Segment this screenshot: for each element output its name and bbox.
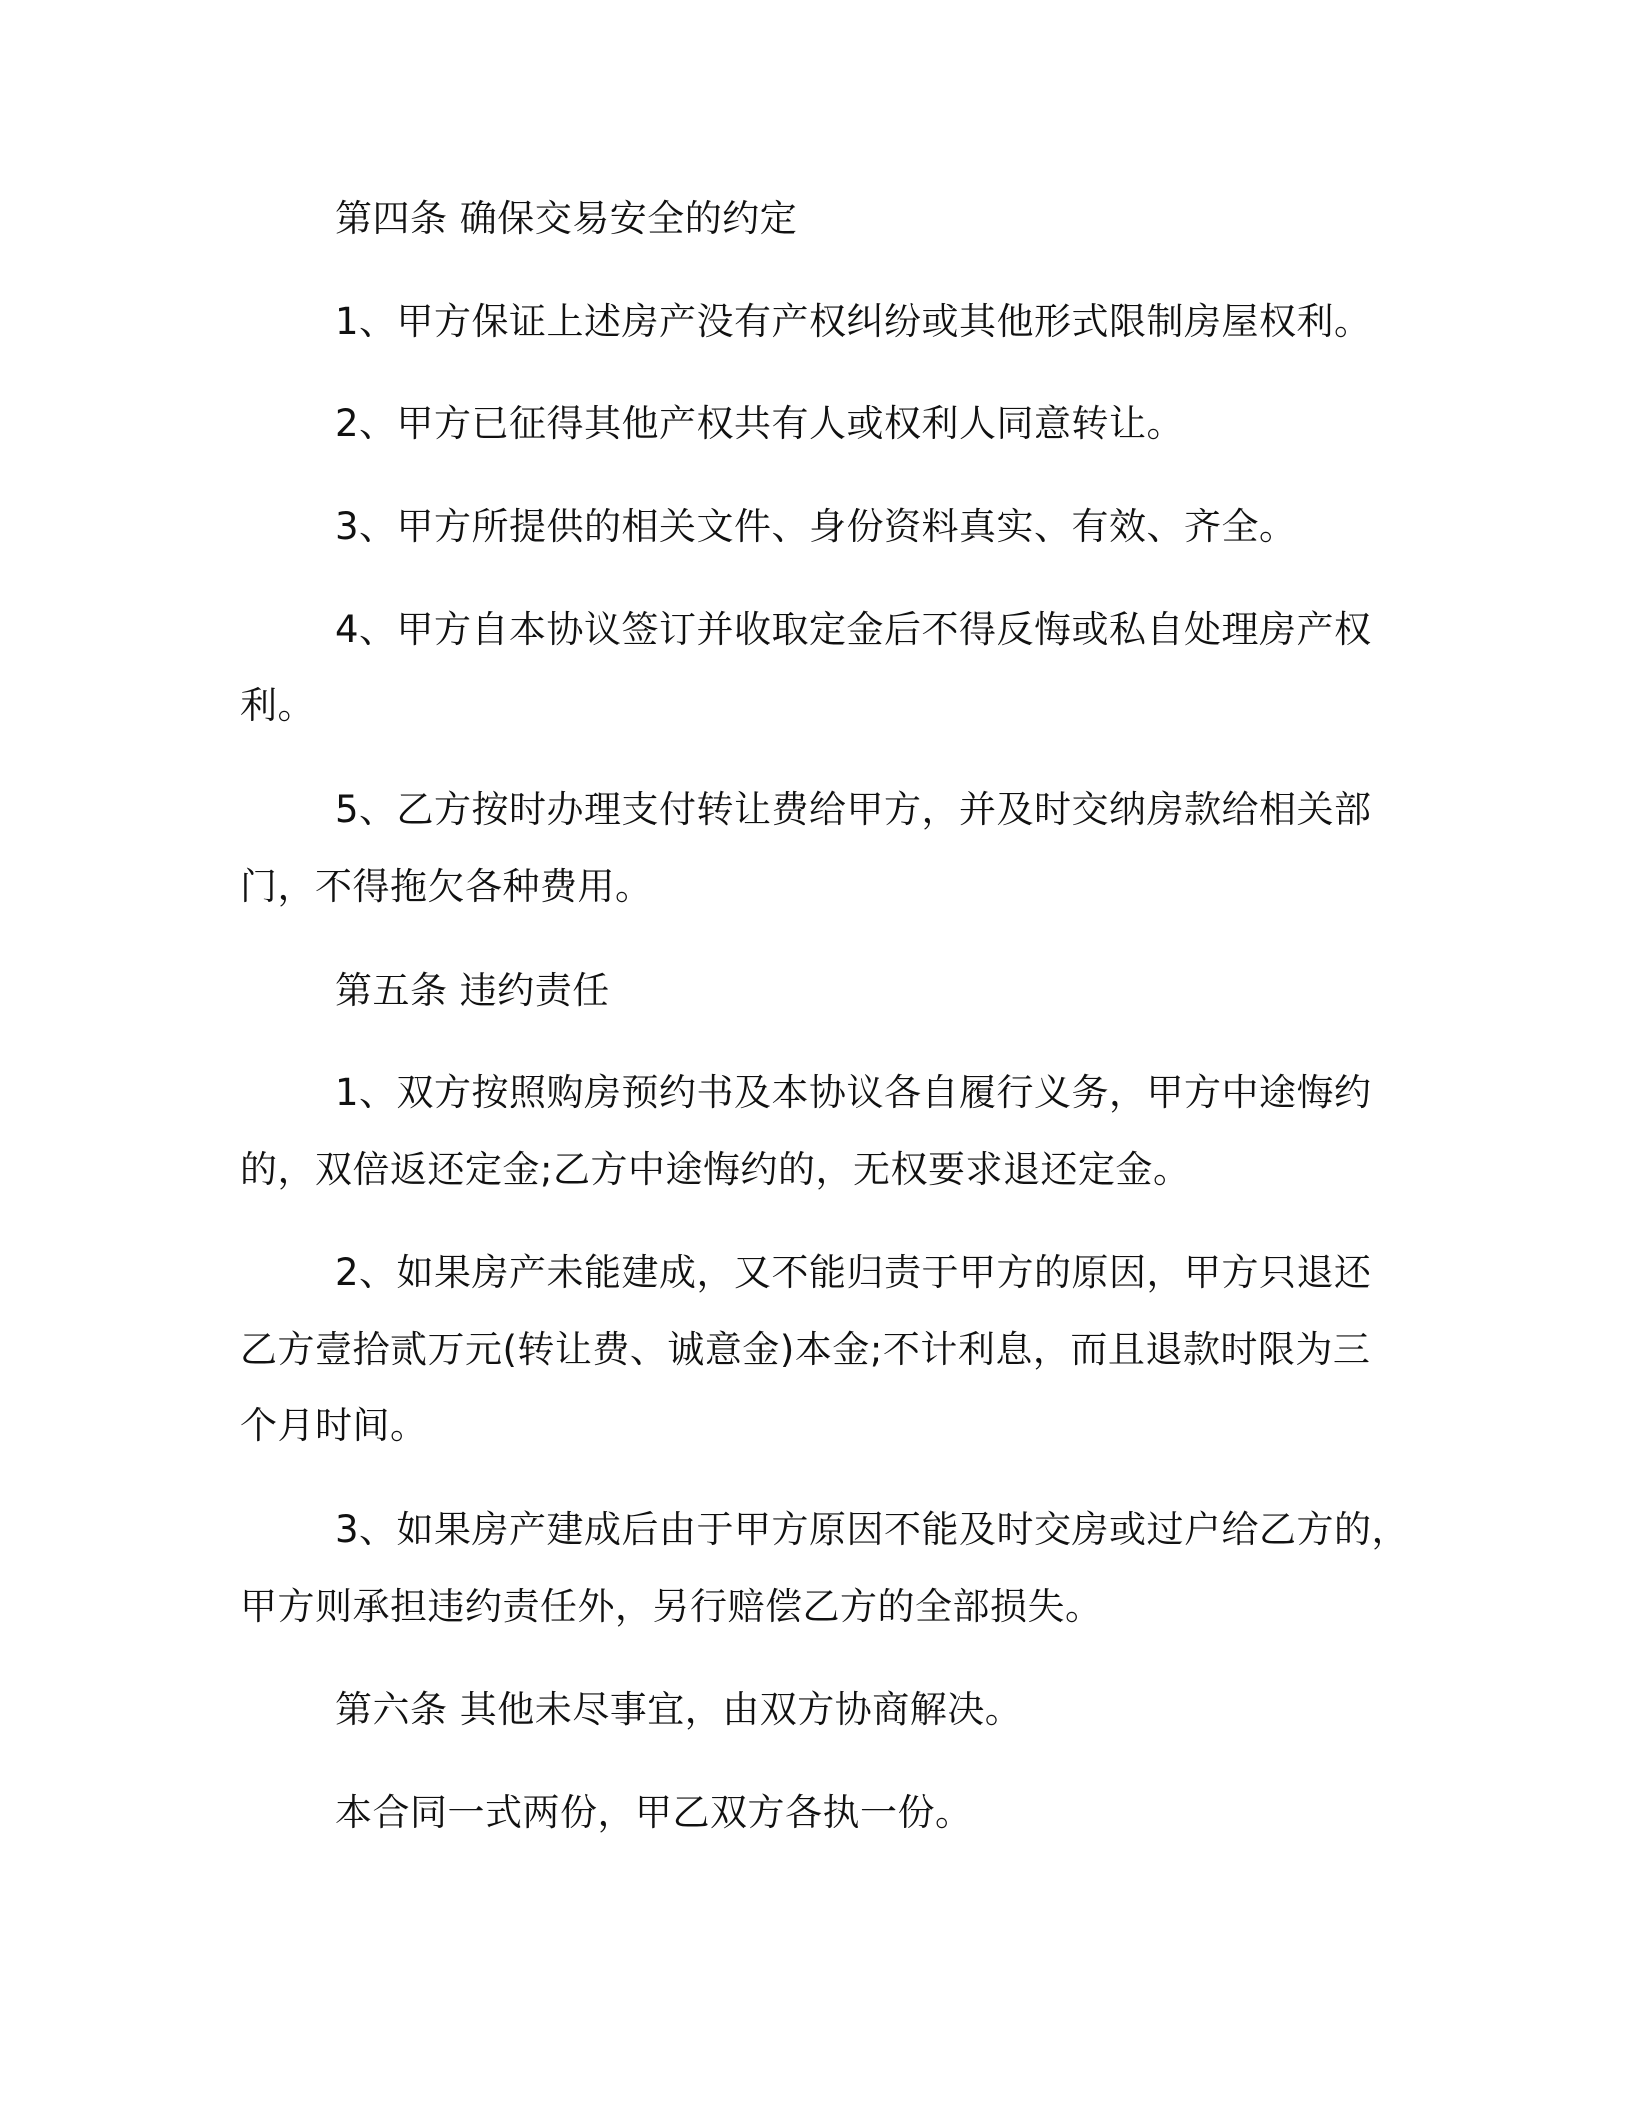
closing-statement: 本合同一式两份，甲乙双方各执一份。: [335, 1791, 973, 1834]
article4-item5-line2: 门，不得拖欠各种费用。: [240, 865, 653, 908]
article5-item1-line2: 的，双倍返还定金;乙方中途悔约的，无权要求退还定金。: [240, 1148, 1191, 1191]
article5-item2-line1: 2、如果房产未能建成，又不能归责于甲方的原因，甲方只退还: [335, 1251, 1372, 1294]
article5-item1-line1: 1、双方按照购房预约书及本协议各自履行义务，甲方中途悔约: [335, 1071, 1372, 1114]
article4-item4-line2: 利。: [240, 684, 315, 727]
article4-item4-line1: 4、甲方自本协议签订并收取定金后不得反悔或私自处理房产权: [335, 608, 1372, 651]
article5-item3-line2: 甲方则承担违约责任外，另行赔偿乙方的全部损失。: [240, 1585, 1103, 1628]
article5-item2-line3: 个月时间。: [240, 1404, 428, 1447]
article5-item2-line2: 乙方壹拾贰万元(转让费、诚意金)本金;不计利息，而且退款时限为三: [240, 1328, 1371, 1371]
article4-item1: 1、甲方保证上述房产没有产权纠纷或其他形式限制房屋权利。: [335, 300, 1372, 343]
article4-heading: 第四条 确保交易安全的约定: [335, 197, 798, 240]
article5-heading: 第五条 违约责任: [335, 969, 610, 1012]
article4-item2: 2、甲方已征得其他产权共有人或权利人同意转让。: [335, 402, 1185, 445]
article4-item5-line1: 5、乙方按时办理支付转让费给甲方，并及时交纳房款给相关部: [335, 788, 1372, 831]
article5-item3-line1: 3、如果房产建成后由于甲方原因不能及时交房或过户给乙方的，: [335, 1508, 1410, 1551]
article4-item3: 3、甲方所提供的相关文件、身份资料真实、有效、齐全。: [335, 505, 1297, 548]
article6-heading: 第六条 其他未尽事宜，由双方协商解决。: [335, 1688, 1023, 1731]
